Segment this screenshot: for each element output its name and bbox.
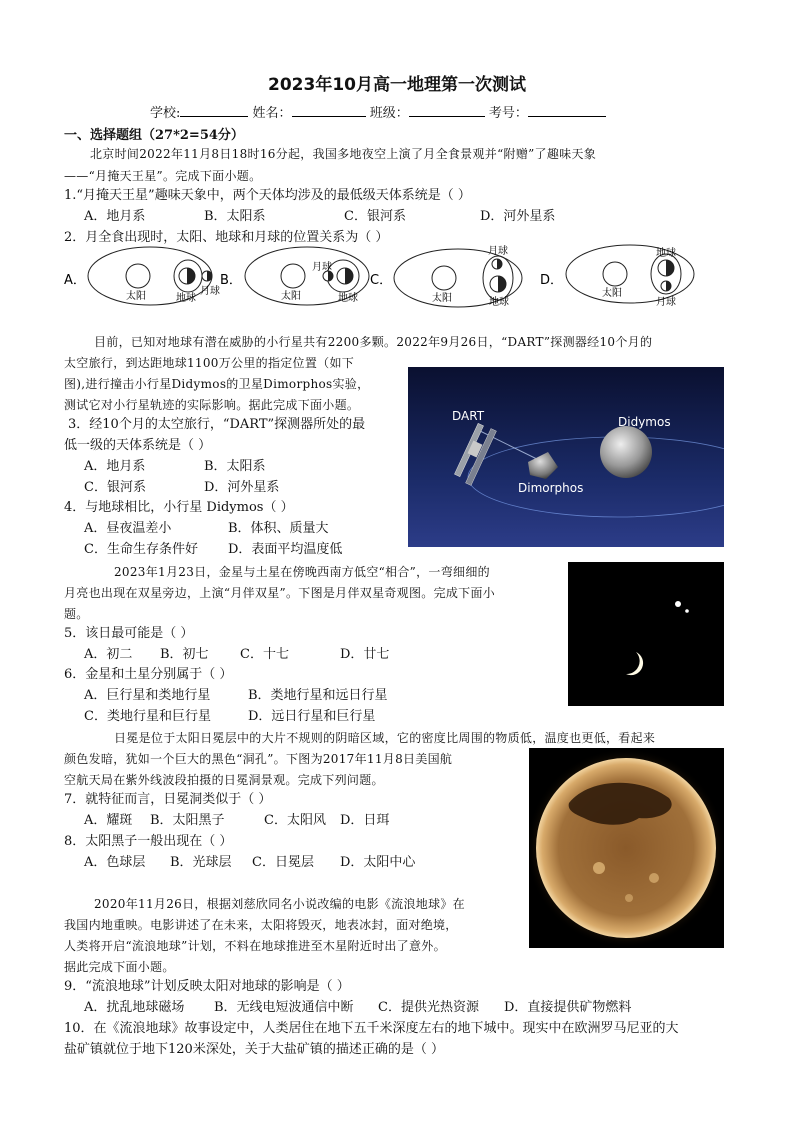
earth-label: 地球	[656, 248, 676, 259]
q4-stem: 4．与地球相比，小行星 Didymos（ ）	[64, 500, 294, 515]
moon-label: 月球	[200, 286, 220, 297]
page-title: 2023年10月高一地理第一次测试	[268, 75, 526, 95]
didymos-label: Didymos	[618, 415, 671, 429]
q5-option-c[interactable]: C．十七	[240, 647, 289, 662]
q3-stem-line1: 3．经10个月的太空旅行，“DART”探测器所处的最	[68, 417, 366, 432]
sun-label: 太阳	[126, 291, 146, 302]
q6-option-c[interactable]: C．类地行星和巨行星	[84, 709, 211, 724]
sun-icon	[281, 264, 305, 288]
q10-stem-line2: 盐矿镇就位于地下120米深处，关于大盐矿镇的描述正确的是（ ）	[64, 1042, 444, 1057]
sun-label: 太阳	[432, 293, 452, 304]
q8-option-c[interactable]: C．日冕层	[252, 855, 314, 870]
didymos-body	[600, 426, 652, 478]
q9-option-d[interactable]: D．直接提供矿物燃料	[504, 1000, 632, 1015]
q3-option-c[interactable]: C．银河系	[84, 480, 146, 495]
q7-option-d[interactable]: D．日珥	[340, 813, 390, 828]
earth-label: 地球	[176, 293, 196, 304]
q9-option-b[interactable]: B．无线电短波通信中断	[214, 1000, 354, 1015]
q3-option-a[interactable]: A．地月系	[84, 459, 146, 474]
name-field[interactable]	[292, 103, 366, 117]
dimorphos-label: Dimorphos	[518, 481, 584, 495]
q3-option-d[interactable]: D．河外星系	[204, 480, 280, 495]
q9-option-a[interactable]: A．扰乱地球磁场	[84, 1000, 185, 1015]
moon-stars-image	[568, 562, 724, 706]
q1-option-c[interactable]: C．银河系	[344, 209, 406, 224]
id-label: 考号：	[488, 106, 528, 121]
student-info	[150, 102, 606, 121]
sun-icon	[603, 262, 627, 286]
q8-option-d[interactable]: D．太阳中心	[340, 855, 416, 870]
q10-stem-line1: 10．在《流浪地球》故事设定中，人类居住在地下五千米深度左右的地下城中。现实中在欧洲罗马尼亚的大	[64, 1021, 679, 1036]
q1-stem: 1.“月掩天王星”趣味天象中，两个天体均涉及的最低级天体系统是（ ）	[64, 188, 471, 203]
passage5-line4: 据此完成下面小题。	[64, 960, 175, 974]
section-heading: 一、选择题组（27*2=54分）	[64, 128, 244, 143]
q8-option-a[interactable]: A．色球层	[84, 855, 146, 870]
q9-option-c[interactable]: C．提供光热资源	[378, 1000, 479, 1015]
q2-label-b[interactable]: B．	[220, 273, 242, 288]
earth-label: 地球	[338, 293, 358, 304]
passage2-line4: 测试它对小行星轨迹的实际影响。据此完成下面小题。	[64, 398, 360, 412]
diagram-d	[566, 245, 694, 308]
passage2-line2: 太空旅行，到达距地球1100万公里的指定位置（如下	[64, 356, 355, 370]
q5-option-b[interactable]: B．初七	[160, 647, 209, 662]
sun-icon	[126, 264, 150, 288]
passage4-line1: 日冕是位于太阳日冕层中的大片不规则的阴暗区域，它的密度比周围的物质低，温度也更低，看起来	[114, 731, 656, 745]
q5-option-d[interactable]: D．廿七	[340, 647, 390, 662]
passage1-line2: ——“月掩天王星”。完成下面小题。	[64, 169, 262, 183]
passage5-line3: 人类将开启“流浪地球”计划，不料在地球推进至木星附近时出了意外。	[64, 939, 446, 953]
class-label: 班级：	[369, 106, 409, 121]
q2-label-c[interactable]: C．	[370, 273, 393, 288]
sun-label: 太阳	[281, 291, 301, 302]
passage5-line2: 我国内地重映。电影讲述了在未来，太阳将毁灭，地表冰封，面对绝境，	[64, 918, 458, 932]
passage3-line1: 2023年1月23日，金星与土星在傍晚西南方低空“相合”，一弯细细的	[114, 565, 490, 579]
moon-label: 月球	[656, 297, 676, 308]
q4-option-b[interactable]: B．体积、质量大	[228, 521, 329, 536]
passage4-line2: 颜色发暗，犹如一个巨大的黑色“洞孔”。下图为2017年11月8日美国航	[64, 752, 453, 766]
q7-option-c[interactable]: C．太阳风	[264, 813, 326, 828]
name-label: 姓名：	[252, 106, 292, 121]
sun-icon	[432, 266, 456, 290]
q9-stem: 9．“流浪地球”计划反映太阳对地球的影响是（ ）	[64, 979, 350, 994]
diagram-a	[88, 247, 220, 305]
q3-stem-line2: 低一级的天体系统是（ ）	[64, 438, 212, 453]
q4-option-c[interactable]: C．生命生存条件好	[84, 542, 198, 557]
school-label: 学校:	[150, 106, 181, 121]
q6-option-b[interactable]: B．类地行星和远日行星	[248, 688, 388, 703]
q7-option-b[interactable]: B．太阳黑子	[150, 813, 225, 828]
q6-option-d[interactable]: D．远日行星和巨行星	[248, 709, 376, 724]
q1-option-b[interactable]: B．太阳系	[204, 209, 266, 224]
q2-label-d[interactable]: D．	[540, 273, 564, 288]
q3-option-b[interactable]: B．太阳系	[204, 459, 266, 474]
diagram-b	[245, 247, 369, 305]
passage2-line1: 目前，已知对地球有潜在威胁的小行星共有2200多颗。2022年9月26日，“DART”探测器经10个月的	[94, 335, 653, 349]
earth-label: 地球	[489, 297, 509, 308]
q7-option-a[interactable]: A．耀斑	[84, 813, 133, 828]
moon-label: 月球	[488, 246, 508, 257]
q8-stem: 8．太阳黑子一般出现在（ ）	[64, 834, 233, 849]
sun-label: 太阳	[602, 288, 622, 299]
passage3-line3: 题。	[64, 607, 89, 621]
school-field[interactable]	[180, 103, 248, 117]
q2-stem: 2．月全食出现时，太阳、地球和月球的位置关系为（ ）	[64, 230, 389, 245]
q4-option-d[interactable]: D．表面平均温度低	[228, 542, 343, 557]
q2-diagrams	[60, 244, 710, 312]
q5-option-a[interactable]: A．初二	[84, 647, 133, 662]
crescent-moon	[626, 652, 643, 675]
class-field[interactable]	[409, 103, 485, 117]
dart-image	[408, 367, 724, 547]
q6-stem: 6．金星和土星分别属于（ ）	[64, 667, 233, 682]
q8-option-b[interactable]: B．光球层	[170, 855, 232, 870]
id-field[interactable]	[528, 103, 606, 117]
q2-label-a[interactable]: A．	[64, 273, 86, 288]
q1-option-a[interactable]: A．地月系	[84, 209, 146, 224]
passage2-line3: 图),进行撞击小行星Didymos的卫星Dimorphos实验，	[64, 377, 370, 391]
q5-stem: 5．该日最可能是（ ）	[64, 626, 194, 641]
passage1-line1: 北京时间2022年11月8日18时16分起，我国多地夜空上演了月全食景观并“附赠”了趣味天象	[90, 147, 597, 161]
passage5-line1: 2020年11月26日，根据刘慈欣同名小说改编的电影《流浪地球》在	[94, 897, 465, 911]
q7-stem: 7．就特征而言，日冕洞类似于（ ）	[64, 792, 272, 807]
diagram-c	[394, 244, 522, 308]
coronal-hole-image	[529, 748, 724, 948]
venus-dot	[675, 601, 681, 607]
passage4-line3: 空航天局在紫外线波段拍摄的日冕洞景观。完成下列问题。	[64, 773, 384, 787]
q1-option-d[interactable]: D．河外星系	[480, 209, 556, 224]
q4-option-a[interactable]: A．昼夜温差小	[84, 521, 172, 536]
saturn-dot	[685, 609, 689, 613]
passage3-line2: 月亮也出现在双星旁边，上演“月伴双星”。下图是月伴双星奇观图。完成下面小	[64, 586, 496, 600]
dart-label: DART	[452, 409, 485, 423]
q6-option-a[interactable]: A．巨行星和类地行星	[84, 688, 211, 703]
moon-label: 月球	[312, 262, 332, 273]
